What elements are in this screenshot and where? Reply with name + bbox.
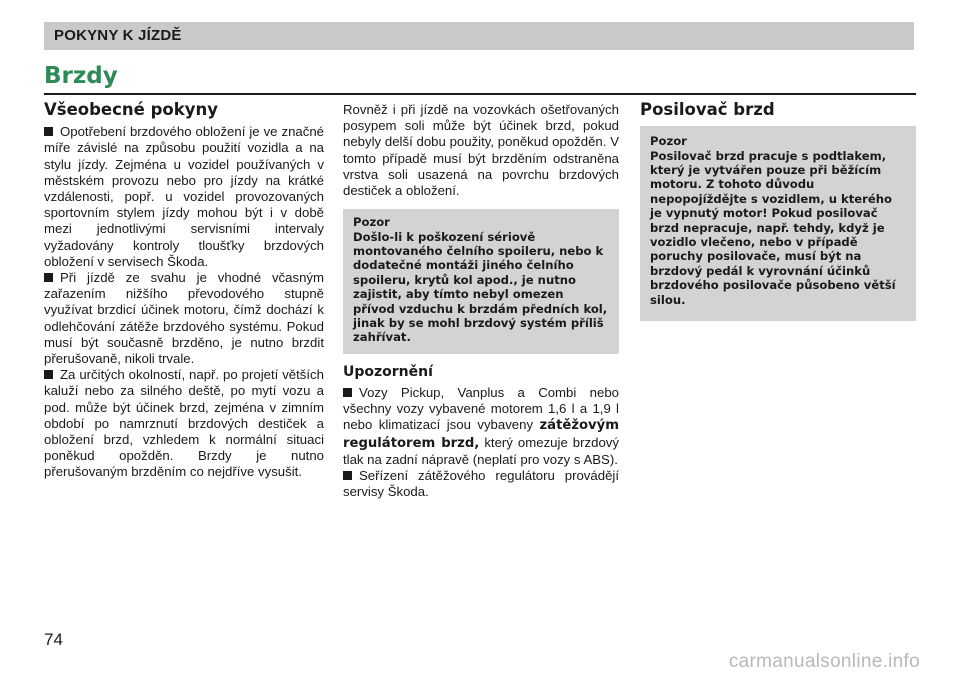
caution-box-spoiler — [343, 209, 619, 354]
paragraph-regulator-service: Seřízení zátěžového regulátoru provádějí servisy Škoda. — [343, 468, 619, 500]
column-brake-booster — [640, 102, 916, 321]
bullet-square-icon — [44, 370, 53, 379]
bullet-square-icon — [343, 471, 352, 480]
chapter-title: POKYNY K JÍZDĚ — [54, 27, 182, 44]
bullet-square-icon — [44, 273, 53, 282]
caution-title: Pozor — [353, 215, 390, 230]
paragraph-wet-brakes: Za určitých okolností, např. po projetí větších kaluží nebo za silného deště, po mytí vozu a pod. může být účinek brzd, zejména v zimním období po namrznutí brzdových destiček a obložení brzd, vzhledem k normální situaci poněkud opožděn. Brzdy je nutno přerušovaným brzděním co nejdříve vysušit. — [44, 367, 324, 480]
caution-box-booster — [640, 126, 916, 321]
section-divider — [44, 93, 916, 95]
caution-text: Posilovač brzd pracuje s podtlakem, který je vytvářen pouze při běžícím motoru. Z tohoto důvodu nepopojíždějte s vozidlem, u kterého je vypnutý motor! Pokud posilovač brzd nepracuje, např. tehdy, když je vozidlo vlečeno, nebo v případě poruchy posilovače, musí být na brzdový pedál k vyrovnání účinků brzdového posilovače působeno větší silou. — [650, 148, 896, 307]
column-general-notes — [44, 102, 324, 481]
paragraph-salt: Rovněž i při jízdě na vozovkách ošetřovaných posypem soli může být účinek brzd, pokud nebyly delší dobu použity, poněkud opožděn. V tomto případě musí být brzděním odstraněna vrstva soli usazená na povrchu brzdových destiček a obložení. — [343, 102, 619, 199]
paragraph-load-regulator: Vozy Pickup, Vanplus a Combi nebo všechny vozy vybavené motorem 1,6 l a 1,9 l nebo klimatizací jsou vybaveny zátěžovým regulátorem brzd, který omezuje brzdový tlak na zadní nápravě (neplatí pro vozy s ABS). — [343, 385, 619, 467]
brake-booster-heading: Posilovač brzd — [640, 100, 775, 119]
caution-text: Došlo-li k poškození sériově montovaného čelního spoileru, nebo k dodatečné montáži jiného čelního spoileru, krytů kol apod., je nutno zajistit, aby tímto nebyl omezen přívod vzduchu k brzdám předních kol, jinak by se mohl brzdový systém příliš zahřívat. — [353, 229, 608, 345]
general-notes-heading: Všeobecné pokyny — [44, 100, 218, 119]
column-salt-and-warnings — [343, 102, 619, 501]
caution-title: Pozor — [650, 134, 687, 149]
bullet-square-icon — [343, 388, 352, 397]
notice-heading: Upozornění — [343, 363, 433, 380]
paragraph-downhill: Při jízdě ze svahu je vhodné včasným zařazením nižšího převodového stupně využívat brzdicí účinek motoru, čímž dochází k odlehčování zátěže brzdového systému. Pokud musí být současně brzděno, je nutno brzdit přerušovaně, nikoli trvale. — [44, 270, 324, 367]
page-number: 74 — [44, 630, 63, 649]
watermark-text: carmanualsonline.info — [728, 651, 920, 672]
bullet-square-icon — [44, 127, 53, 136]
chapter-header-bar — [44, 22, 914, 50]
section-title: Brzdy — [44, 63, 118, 89]
paragraph-wear: Opotřebení brzdového obložení je ve značné míře závislé na způsobu použití vozidla a na stylu jízdy. Zejména u vozidel používaných v městském provozu nebo pro jízdy na krátké vzdálenosti, popř. u vozidel provozovaných sportovním stylem jízdy mohou být i v době mezi jednotlivými servisními intervaly vyžadovány kontroly tloušťky brzdových obložení v servisech Škoda. — [44, 124, 324, 269]
